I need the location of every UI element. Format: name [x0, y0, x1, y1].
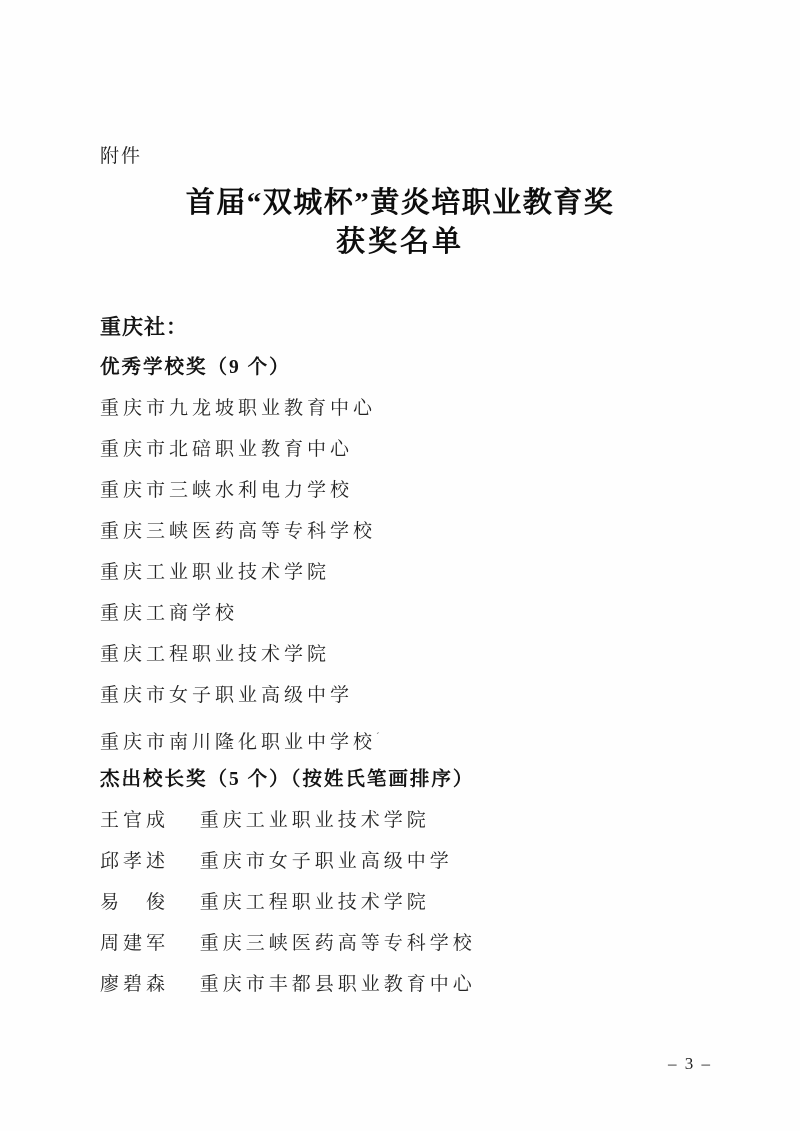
region-heading: 重庆社：: [100, 315, 188, 339]
school-list-item: 重庆工商学校: [100, 603, 239, 624]
school-list-item: 重庆市女子职业高级中学: [100, 685, 354, 706]
winner-name: 王官成: [100, 810, 170, 831]
winner-row: [100, 972, 800, 998]
school-list-item: 重庆工业职业技术学院: [100, 562, 331, 583]
scan-artifact-mark: ˊ: [376, 731, 380, 743]
winner-name: 廖碧森: [100, 974, 170, 995]
attachment-label: 附件: [100, 146, 143, 167]
principal-award-heading: 杰出校长奖（5 个）（按姓氏笔画排序）: [100, 769, 475, 790]
school-award-heading: 优秀学校奖（9 个）: [100, 357, 291, 378]
winner-row: [100, 890, 800, 916]
school-list-item: 重庆市九龙坡职业教育中心: [100, 398, 377, 419]
winner-school: 重庆市丰都县职业教育中心: [199, 974, 476, 995]
winner-school: 重庆工业职业技术学院: [199, 810, 430, 831]
winner-school: 重庆工程职业技术学院: [199, 892, 430, 913]
school-list-item: 重庆市三峡水利电力学校: [100, 480, 354, 501]
school-list-item: 重庆市北碚职业教育中心: [100, 439, 354, 460]
page-title-line1: 首届“双城杯”黄炎培职业教育奖: [185, 187, 615, 219]
school-list-item: 重庆工程职业技术学院: [100, 644, 331, 665]
document-title: [0, 184, 800, 262]
school-list-item: 重庆三峡医药高等专科学校: [100, 521, 377, 542]
page-title-line2: 获奖名单: [335, 226, 464, 258]
winner-school: 重庆三峡医药高等专科学校: [199, 933, 476, 954]
page-number: – 3 –: [668, 1054, 712, 1073]
winner-row: [100, 849, 800, 875]
winner-name: 易 俊: [100, 892, 170, 913]
winner-row: [100, 808, 800, 834]
winner-row: [100, 931, 800, 957]
winner-school: 重庆市女子职业高级中学: [199, 851, 453, 872]
school-list-item: [100, 724, 800, 756]
winner-name: 邱孝述: [100, 851, 170, 872]
winner-name: 周建军: [100, 933, 170, 954]
school-list-item-text: 重庆市南川隆化职业中学校: [100, 732, 377, 753]
